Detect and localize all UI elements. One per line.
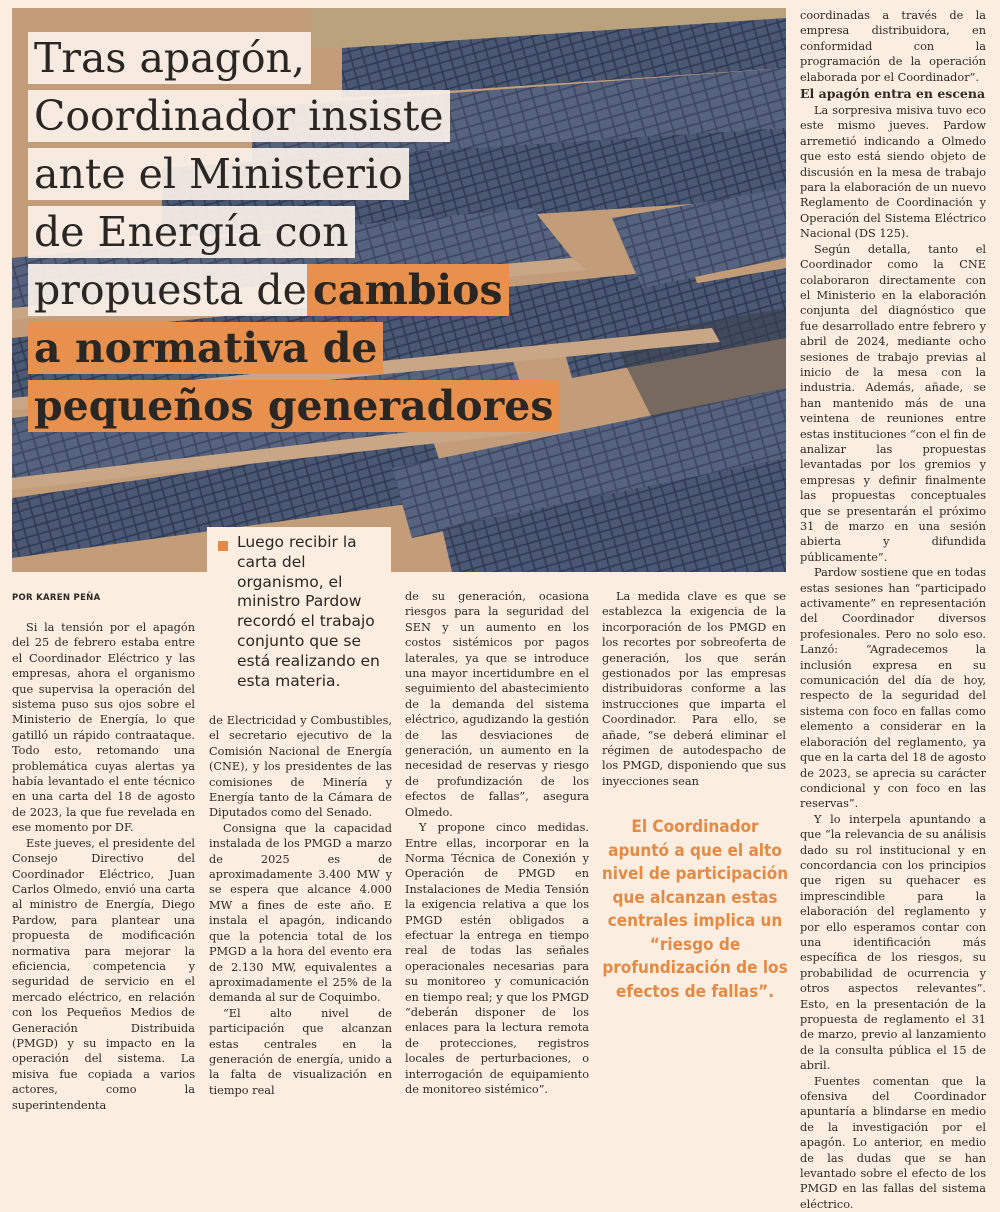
paragraph: La sorpresiva misiva tuvo eco este mismo jueves. Pardow arremetió indicando a Olmedo que esto está siendo objeto de discusión en la mesa de trabajo para la elaboración de un nuevo Reglamento de Coordinación y Operación del Sistema Eléctrico Nacional (DS 125). — [800, 104, 986, 241]
section-subhead: El apagón entra en escena — [800, 86, 986, 102]
headline-line: Coordinador insiste — [28, 90, 450, 142]
byline: POR KAREN PEÑA — [12, 593, 101, 603]
paragraph: La medida clave es que se establezca la exigencia de la incorporación de los PMGD en los recortes por sobreoferta de generación, los que serán gestionados por las empresas distribuidoras conforme a las instrucciones que imparta el Coordinador. Para ello, se añade, “se deberá eliminar el régimen de autodespacho de los PMGD, disponiendo que sus inyecciones sean — [602, 590, 786, 788]
paragraph: Fuentes comentan que la ofensiva del Coordinador apuntaría a blindarse en medio de la investigación por el apagón. Lo anterior, en medio de las dudas que se han levantado sobre el efecto de los PMGD en las fallas del sistema eléctrico. — [800, 1074, 986, 1211]
headline-line: propuesta de — [28, 264, 307, 316]
pull-quote: El Coordinador apuntó a que el alto nivel de participación que alcanzan estas centrales implica un “riesgo de profundización de los efectos de fallas”. — [601, 817, 789, 1002]
headline-accent-line: a normativa de — [28, 322, 383, 374]
paragraph: de su generación, ocasiona riesgos para la seguridad del SEN y un aumento en los costos sistémicos por pagos laterales, ya que se introduce una mayor incertidumbre en el seguimiento del abastecimiento de la demanda del sistema eléctrico, agudizando la gestión de las desviaciones de generación, un aumento en la necesidad de reservas y riesgo de profundización de los efectos de fallas”, asegura Olmedo. — [405, 590, 589, 819]
headline — [28, 32, 588, 438]
headline-line: Tras apagón, — [28, 32, 311, 84]
paragraph: Si la tensión por el apagón del 25 de febrero estaba entre el Coordinador Eléctrico y las empresas, ahora el organismo que supervisa la operación del sistema puso sus ojos sobre el Ministerio de Energía, lo que gatilló un rápido contraataque. Todo esto, retomando una problemática cuyas alertas ya había levantado el ente técnico en una carta del 18 de agosto de 2023, la que fue revelada en ese momento por DF. — [12, 621, 195, 835]
paragraph: Pardow sostiene que en todas estas sesiones han “participado activamente” en representación del Coordinador diversos profesionales. Pero no solo eso. Lanzó: “Agradecemos la inclusión expresa en su comunicación del día de hoy, respecto de la seguridad del sistema con foco en fallas como elemento a considerar en la elaboración del reglamento, ya que en la carta del 18 de agosto de 2023, se aprecia su carácter condicional y con foco en las reservas”. — [800, 566, 986, 811]
article-column-5 — [800, 8, 986, 1212]
paragraph: Según detalla, tanto el Coordinador como la CNE colaboraron directamente con el Ministerio en la elaboración conjunta del diagnóstico que fue desarrollado entre febrero y abril de 2024, mediante ocho sesiones de trabajo previas al inicio de la mesa con la industria. Además, añade, se han mantenido más de una veintena de reuniones entre estas instituciones “con el fin de analizar las propuestas levantadas por los gremios y empresas y definir finalmente las propuestas conceptuales que se presentarán el próximo 31 de marzo en una sesión abierta y difundida públicamente”. — [800, 242, 986, 564]
callout-text: Luego recibir la carta del organismo, el ministro Pardow recordó el trabajo conjunto que se está realizando en esta materia. — [237, 533, 380, 690]
square-bullet-icon — [218, 541, 228, 551]
callout-box — [207, 527, 391, 693]
article-column-3 — [405, 589, 589, 1097]
headline-accent-word: cambios — [307, 264, 509, 316]
article-column-2 — [209, 713, 392, 1098]
headline-line: de Energía con — [28, 206, 355, 258]
article-column-1 — [12, 620, 195, 1113]
paragraph: coordinadas a través de la empresa distribuidora, en conformidad con la programación de la operación elaborada por el Coordinador”. — [800, 9, 986, 84]
paragraph: Y propone cinco medidas. Entre ellas, incorporar en la Norma Técnica de Conexión y Operación de PMGD en Instalaciones de Media Tensión la exigencia relativa a que los PMGD estén obligados a efectuar la entrega en tiempo real de todas las señales operacionales necesarias para su monitoreo y comunicación en tiempo real; y que los PMGD “deberán disponer de los enlaces para la lectura remota de protecciones, registros locales de perturbaciones, o interrogación de equipamiento de monitoreo sistémico”. — [405, 821, 589, 1096]
headline-accent-line: pequeños generadores — [28, 380, 559, 432]
headline-line: ante el Ministerio — [28, 148, 409, 200]
paragraph: Y lo interpela apuntando a que “la relevancia de su análisis dado su rol institucional y en concordancia con los principios que rigen su quehacer es imprescindible para la elaboración del reglamento y por ello esperamos contar con una identificación más específica de los riesgos, su probabilidad de ocurrencia y otros aspectos relevantes”. Esto, en la presentación de la propuesta de reglamento el 31 de marzo, previo al lanzamiento de la consulta pública el 15 de abril. — [800, 812, 986, 1073]
paragraph: Este jueves, el presidente del Consejo Directivo del Coordinador Eléctrico, Juan Carlos Olmedo, envió una carta al ministro de Energía, Diego Pardow, para plantear una propuesta de modificación normativa para mejorar la eficiencia, competencia y seguridad de servicio en el mercado eléctrico, en relación con los Pequeños Medios de Generación Distribuida (PMGD) y su impacto en la operación del sistema. La misiva fue copiada a varios actores, como la superintendenta — [12, 836, 195, 1112]
paragraph: de Electricidad y Combustibles, el secretario ejecutivo de la Comisión Nacional de Energía (CNE), y los presidentes de las comisiones de Minería y Energía tanto de la Cámara de Diputados como del Senado. — [209, 714, 392, 820]
article-column-4 — [602, 589, 786, 789]
paragraph: Consigna que la capacidad instalada de los PMGD a marzo de 2025 es de aproximadamente 3.400 MW y se espera que alcance 4.000 MW a fines de este año. E instala el apagón, indicando que la potencia total de los PMGD a la hora del evento era de 2.130 MW, equivalentes a aproximadamente el 25% de la demanda al sur de Coquimbo. — [209, 821, 392, 1005]
paragraph: “El alto nivel de participación que alcanzan estas centrales en la generación de energía, unido a la falta de visualización en tiempo real — [209, 1006, 392, 1097]
